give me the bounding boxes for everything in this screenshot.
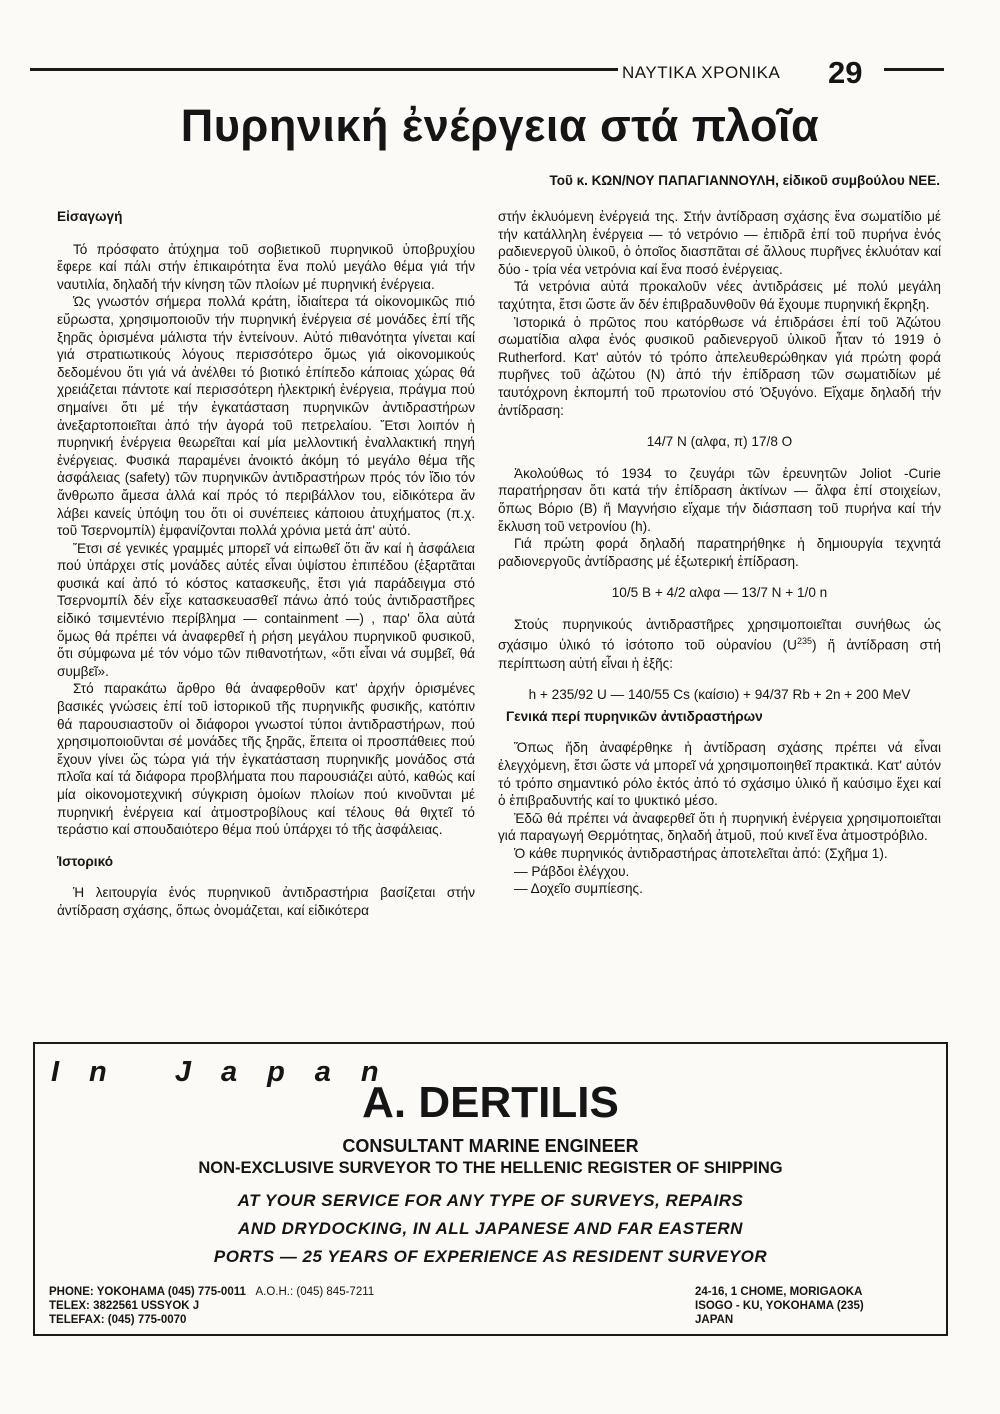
ad-tagline-1: AT YOUR SERVICE FOR ANY TYPE OF SURVEYS, REPAIRS — [237, 1191, 744, 1210]
advertisement-box — [33, 1042, 948, 1336]
paragraph: Ἀκολούθως τό 1934 το ζευγάρι τῶν ἐρευνητῶν Joliot -Curie παρατήρησαν ὅτι κατά τήν ἐπίδραση ἀκτίνων — ἄλφα ἐπί στοιχείων, ὅπως Βόριο (B) ἤ Μαγνήσιο εἴχαμε τήν διάσπαση τοῦ πυρήνα καί τήν ἔκλυση τοῦ νετρονίου (h). — [498, 465, 941, 534]
page-number: 29 — [828, 55, 863, 90]
equation: h + 235/92 U — 140/55 Cs (καίσιο) + 94/37 Rb + 2n + 200 MeV — [528, 687, 911, 703]
paragraph-text: Στούς πυρηνικούς ἀντιδραστῆρες χρησιμοποιεῖται συνήθως ὡς σχάσιμο ὑλικό τό ἰσότοπο τοῦ οὐρανίου (U — [498, 616, 941, 653]
ad-address-line: JAPAN — [695, 1314, 734, 1326]
section-heading-introduction: Εἰσαγωγή — [57, 209, 123, 224]
ad-company-name: A. DERTILIS — [362, 1078, 619, 1127]
ad-tagline-2: AND DRYDOCKING, IN ALL JAPANESE AND FAR EASTERN — [238, 1219, 743, 1238]
paragraph: Στό παρακάτω ἄρθρο θά ἀναφερθοῦν κατ' ἀρχήν ὁρισμένες βασικές γνώσεις ἐπί τοῦ ἱστορικοῦ τῆς πυρηνικῆς φυσικῆς, κατόπιν θά παρουσιαστοῦν οἱ διάφοροι γνωστοί τύποι ἀντιδραστήρων, πού χρησιμοποιοῦνται σέ μονάδες τῆς ξηρᾶς, ἔπειτα οἱ προσπάθειες πού ἔχουν γίνει ὥς τώρα γιά τήν ἐγκατάσταση πυρηνικῆς μονάδος στά πλοῖα καί τά διάφορα προβλήματα που παρουσιάζει αὐτό, καθώς καί μία οἰκονομοτεχνική σύγκριση ὁμοίων πλοίων πού κινοῦνται μέ πυρηνική ἐνέργεια καί ἀτμοστροβίλους καί τέλους θά θιχτεῖ τό τεράστιο καί σπουδαιότερο θέμα πού ὑπάρχει τό τῆς ἀσφάλειας. — [57, 681, 475, 838]
section-heading-history: Ἱστορικό — [57, 853, 114, 869]
ad-telex: TELEX: 3822561 USSYOK J — [49, 1300, 200, 1312]
ad-phone: YOKOHAMA (045) 775-0011 — [96, 1286, 246, 1298]
ad-address-line: ISOGO - KU, YOKOHAMA (235) — [695, 1300, 864, 1312]
paragraph: Τό πρόσφατο ἀτύχημα τοῦ σοβιετικοῦ πυρηνικοῦ ὑποβρυχίου ἔφερε καί πάλι στήν ἐπικαιρότητα ἕνα πολύ μεγάλο θέμα γιά τήν ναυτιλία, δηλαδή τήν κίνηση τῶν πλοίων μέ πυρηνική ἐνέργεια. — [57, 241, 475, 292]
article-title: Πυρηνική ἐνέργεια στά πλοῖα — [180, 100, 820, 151]
paragraph — [498, 616, 941, 672]
ad-phone-label: PHONE: — [49, 1286, 94, 1298]
paragraph: Ἐδῶ θά πρέπει νά ἀναφερθεῖ ὅτι ἡ πυρηνική ἐνέργεια χρησιμοποιεῖται γιά παραγωγή Θερμότητας, δηλαδή ἀτμοῦ, πού κινεῖ ἕνα ἀτμοστρόβιλο. — [498, 810, 941, 844]
superscript: 235 — [796, 636, 813, 647]
ad-contact — [49, 1285, 374, 1327]
right-column — [498, 208, 941, 898]
left-column — [57, 208, 475, 920]
paragraph: Τά νετρόνια αὐτά προκαλοῦν νέες ἀντιδράσεις μέ πολύ μεγάλη ταχύτητα, ἔτσι ὥστε ἄν δέν ἐπιβραδυνθοῦν θά ἔχουμε πυρηνική ἔκρηξη. — [498, 279, 941, 312]
magazine-name: ΝΑΥΤΙΚΑ ΧΡΟΝΙΚΑ — [622, 63, 781, 82]
ad-address-line: 24-16, 1 CHOME, MORIGAOKA — [695, 1286, 863, 1298]
ad-nonexclusive: NON-EXCLUSIVE SURVEYOR TO THE HELLENIC REGISTER OF SHIPPING — [198, 1159, 783, 1177]
paragraph: Ἱστορικά ὁ πρῶτος που κατόρθωσε νά ἐπιδράσει ἐπί τοῦ Ἀζώτου σωματίδια αλφα ἑνός φυσικοῦ ραδιενεργοῦ ὑλικοῦ ἦταν τό 1919 ὁ Rutherford. Κατ' αὐτόν τό τρόπο ἀπελευθερώθηκαν γιά πρώτη φορά πυρῆνες τοῦ ἀζώτου (N) ἀπό τήν ἐπίδραση τῶν σωματιδίων μέ ταυτόχρονη ἐκπομπή τοῦ πρωτονίου στό Ὀξυγόνο. Εἴχαμε δηλαδή τήν ἀντίδραση: — [498, 314, 941, 418]
paragraph: στήν ἐκλυόμενη ἐνέργειά της. Στήν ἀντίδραση σχάσης ἕνα σωματίδιο μέ τήν κατάλληλη ἐνέργεια — τό νετρόνιο — ἐπιδρᾶ ἐπί τοῦ πυρήνα ἑνός ραδιενεργοῦ ὑλικοῦ, ὁ ὁποῖος διασπᾶται σέ ἄλλους πυρῆνες ἐκλυόταν καί δύο - τρία νέα νετρόνια καί ἕνα ποσό ἐνέργειας. — [498, 209, 941, 277]
section-heading-general: Γενικά περί πυρηνικῶν ἀντιδραστήρων — [506, 708, 763, 724]
list-item: — Ράβδοι ἐλέγχου. — [514, 863, 630, 879]
list-item: — Δοχεῖο συμπίεσης. — [514, 881, 643, 897]
equation: 14/7 N (αλφα, π) 17/8 O — [646, 434, 793, 450]
paragraph: Ὅπως ἤδη ἀναφέρθηκε ἡ ἀντίδραση σχάσης πρέπει νά εἶναι ἐλεγχόμενη, ἔτσι ὥστε νά μπορεῖ νά χρησιμοποιηθεῖ πρακτικά. Κατ' αὐτόν τό τρόπο σημαντικό ρόλο ἐκτός ἀπό τό σχάσιμο ὑλικό ἤ καύσιμο ἔχει καί ὁ ἐπιβραδυντής καί το ψυκτικό μέσο. — [498, 740, 941, 809]
ad-in-japan: In Japan — [51, 1056, 409, 1088]
paragraph-text: ) ἤ ἀντίδραση στή περίπτωση αὐτή εἶναι ἡ ἑξῆς: — [498, 638, 941, 671]
ad-tagline-3: PORTS — 25 YEARS OF EXPERIENCE AS RESIDENT SURVEYOR — [213, 1247, 768, 1266]
ad-subtitle: CONSULTANT MARINE ENGINEER — [342, 1136, 639, 1156]
article-byline: Τοῦ κ. ΚΩΝ/ΝΟΥ ΠΑΠΑΓΙΑΝΝΟΥΛΗ, εἰδικοῦ συμβούλου ΝΕΕ. — [549, 173, 940, 188]
paragraph: Ὡς γνωστόν σήμερα πολλά κράτη, ἰδιαίτερα τά οἰκονομικῶς πιό εὔρωστα, χρησιμοποιοῦν τήν πυρηνική ἐνέργεια σέ μονάδες ἐπί τῆς ξηρᾶς ὁρισμένα μάλιστα τήν ἐντείνουν. Αὐτό πιθανότητα γίνεται καί γιά στρατιωτικούς λόγους περισσότερο ὅμως γιά οἰκονομικούς δεδομένου ὅτι γιά νά ἀνέλθει τό βιοτικό ἐπίπεδο κάποιας χώρας θά χρειάζεται πάντοτε καί περισσότερη ἠλεκτρική ἐνέργεια, πράγμα πού σημαίνει ὅτι μέ τήν ἐγκατάσταση πυρηνικῶν ἀντιδραστήρων ἀνεξαρτοποιεῖται ἀπό τήν ἀγορά τοῦ πετρελαίου. Ἔτσι λοιπόν ἡ πυρηνική ἐνέργεια θεωρεῖται καί μία μελλοντική ἐναλλακτική πηγή ἐνέργειας. Φυσικά παραμένει ἀνοικτό ἀκόμη τό μεγάλο θέμα τῆς ἀσφάλειας (safety) τῶν πυρηνικῶν ἀντιδραστήρων πρός τόν ἴδιο τόν ἄνθρωπο ἄμεσα ἀλλά καί πρός τό περιβάλλον του, εἰδικότερα ἄν λάβει κανείς ὑπόψη του ὅτι οἱ συνέπειες κάποιου ἀτυχήματος (π.χ. τοῦ Τσερνομπίλ) ἐμφανίζονται πολλά χρόνια μετά ἀπ' αὐτό. — [57, 294, 475, 539]
paragraph: Ἡ λειτουργία ἑνός πυρηνικοῦ ἀντιδραστήρια βασίζεται στήν ἀντίδραση σχάσης, ὅπως ὀνομάζεται, καί εἰδικότερα — [57, 885, 475, 918]
ad-address — [695, 1285, 864, 1327]
paragraph: Ἔτσι σέ γενικές γραμμές μπορεῖ νά εἰπωθεῖ ὅτι ἄν καί ἡ ἀσφάλεια πού ὑπάρχει στίς μονάδες αὐτές εἶναι ὑψίστου ἐπιπέδου (ἐξαρτᾶται φυσικά καί ἀπό τό κόστος κατασκευῆς, ἔτσι γιά παράδειγμα στό Τσερνομπίλ δέν εἶχε κατασκευασθεῖ πάνω ἀπό τούς ἀντιδραστῆρες εἰδικό τσιμεντένιο περίβλημα — containment —) , παρ' ὅλα αὐτά ὅμως θά πρέπει νά ἀναφερθεῖ ἡ ρήση μεγάλου πυρηνικοῦ φυσικοῦ, ὅτι σύμφωνα μέ τόν νόμο τῶν πιθανοτήτων, «ὅτι εἶναι νά συμβεῖ, θά συμβεῖ». — [57, 540, 475, 679]
paragraph: Ὁ κάθε πυρηνικός ἀντιδραστήρας ἀποτελεῖται ἀπό: (Σχῆμα 1). — [514, 845, 888, 861]
ad-phone-line — [49, 1285, 374, 1299]
ad-aoh: A.O.H.: (045) 845-7211 — [255, 1286, 375, 1298]
equation: 10/5 B + 4/2 αλφα — 13/7 N + 1/0 n — [611, 585, 828, 601]
header-rule-right — [884, 68, 944, 71]
header-rule-left — [30, 68, 618, 71]
paragraph: Γιά πρώτη φορά δηλαδή παρατηρήθηκε ἡ δημιουργία τεχνητά ραδιονεργοῦς ἀντίδρασης μέ ἐξωτερική ἐπίδραση. — [498, 536, 941, 569]
ad-telefax: TELEFAX: (045) 775-0070 — [49, 1314, 187, 1326]
